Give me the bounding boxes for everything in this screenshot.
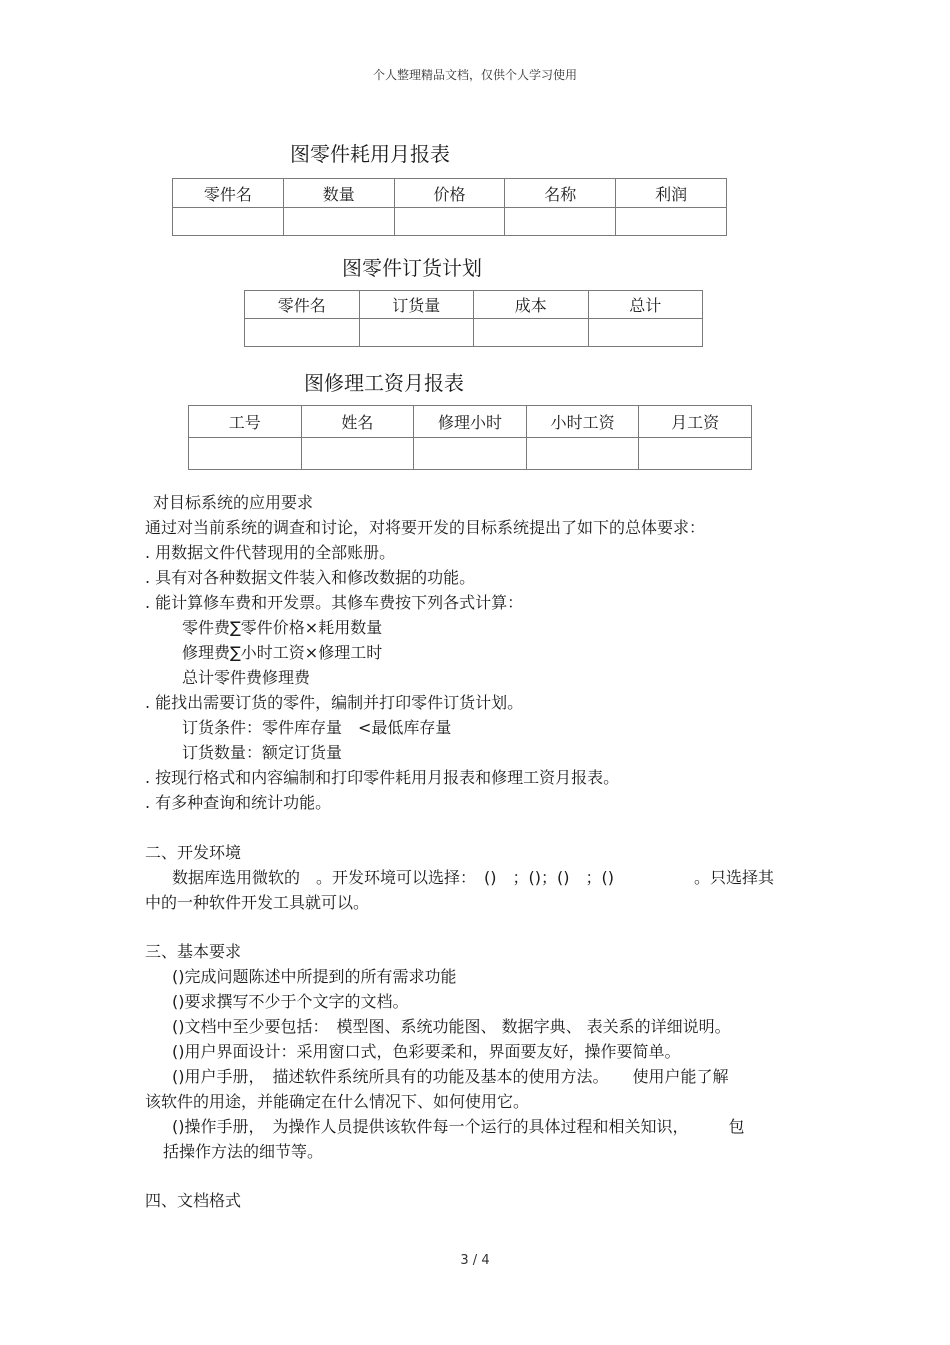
table-title-parts-usage: 图零件耗用月报表 [290,142,450,166]
list-item: . 能计算修车费和开发票。其修车费按下列各式计算： [145,593,524,612]
table-cell [283,208,394,236]
header-note: 个人整理精品文档，仅供个人学习使用 [372,68,577,82]
table-header-cell: 总计 [588,291,703,319]
paragraph-line: 通过对当前系统的调查和讨论，对将要开发的目标系统提出了如下的总体要求： [145,518,706,537]
table-header-cell: 价格 [394,179,505,208]
paragraph-line: 括操作方法的细节等。 [163,1142,324,1161]
formula-line: 总计零件费修理费 [182,668,311,687]
table-header-cell: 修理小时 [414,406,527,438]
table-header-cell: 小时工资 [526,406,639,438]
list-item: ()完成问题陈述中所提到的所有需求功能 [172,967,457,986]
formula-line: 修理费∑小时工资×修理工时 [182,643,383,662]
list-item: . 按现行格式和内容编制和打印零件耗用月报表和修理工资月报表。 [145,768,620,787]
table-header-cell: 利润 [616,179,727,208]
table-header-cell: 成本 [474,291,589,319]
table-cell [245,319,360,347]
condition-line: 订货条件：零件库存量 <最低库存量 [182,718,452,737]
list-item: . 有多种查询和统计功能。 [145,793,332,812]
table-header-cell: 零件名 [245,291,360,319]
table-header-cell: 姓名 [301,406,414,438]
table-cell [359,319,474,347]
table-header-row [189,406,752,438]
table-cell [474,319,589,347]
table-row [189,438,752,470]
table-cell [301,438,414,470]
list-item: . 能找出需要订货的零件，编制并打印零件订货计划。 [145,693,524,712]
table-title-parts-order: 图零件订货计划 [342,256,482,280]
table-header-cell: 月工资 [639,406,752,438]
paragraph-line: 中的一种软件开发工具就可以。 [145,893,370,912]
section-heading-doc-format: 四、文档格式 [145,1191,242,1210]
formula-line: 零件费∑零件价格×耗用数量 [182,618,383,637]
list-item: ()用户手册， 描述软件系统所具有的功能及基本的使用方法。 使用户能了解 [172,1067,729,1086]
list-item: . 用数据文件代替现用的全部账册。 [145,543,396,562]
list-item: . 具有对各种数据文件装入和修改数据的功能。 [145,568,476,587]
section-heading-requirements: 对目标系统的应用要求 [153,493,314,512]
page-number: 3 / 4 [460,1253,490,1268]
table-cell [588,319,703,347]
table-header-row [245,291,703,319]
table-row [173,208,727,236]
paragraph-line: 该软件的用途，并能确定在什么情况下、如何使用它。 [145,1092,530,1111]
condition-line: 订货数量：额定订货量 [182,743,343,762]
section-heading-basic-req: 三、基本要求 [145,942,242,961]
section-heading-dev-env: 二、开发环境 [145,843,242,862]
table-cell [505,208,616,236]
table-cell [639,438,752,470]
table-header-cell: 名称 [505,179,616,208]
table-row [245,319,703,347]
list-item: ()用户界面设计：采用窗口式，色彩要柔和，界面要友好，操作要简单。 [172,1042,681,1061]
table-cell [394,208,505,236]
repair-wages-table [188,405,752,470]
table-cell [526,438,639,470]
table-cell [414,438,527,470]
table-title-repair-wages: 图修理工资月报表 [304,371,464,395]
parts-order-table [244,290,703,347]
table-cell [616,208,727,236]
table-header-row [173,179,727,208]
table-header-cell: 数量 [283,179,394,208]
list-item: ()操作手册， 为操作人员提供该软件每一个运行的具体过程和相关知识， 包 [172,1117,745,1136]
list-item: ()要求撰写不少于个文字的文档。 [172,992,409,1011]
table-cell [189,438,302,470]
table-cell [173,208,284,236]
table-header-cell: 订货量 [359,291,474,319]
paragraph-line: 数据库选用微软的 。开发环境可以选择： () ；()；() ；() 。只选择其 [172,868,774,887]
table-header-cell: 工号 [189,406,302,438]
table-header-cell: 零件名 [173,179,284,208]
parts-usage-table [172,178,727,236]
list-item: ()文档中至少要包括： 模型图、系统功能图、 数据字典、 表关系的详细说明。 [172,1017,731,1036]
